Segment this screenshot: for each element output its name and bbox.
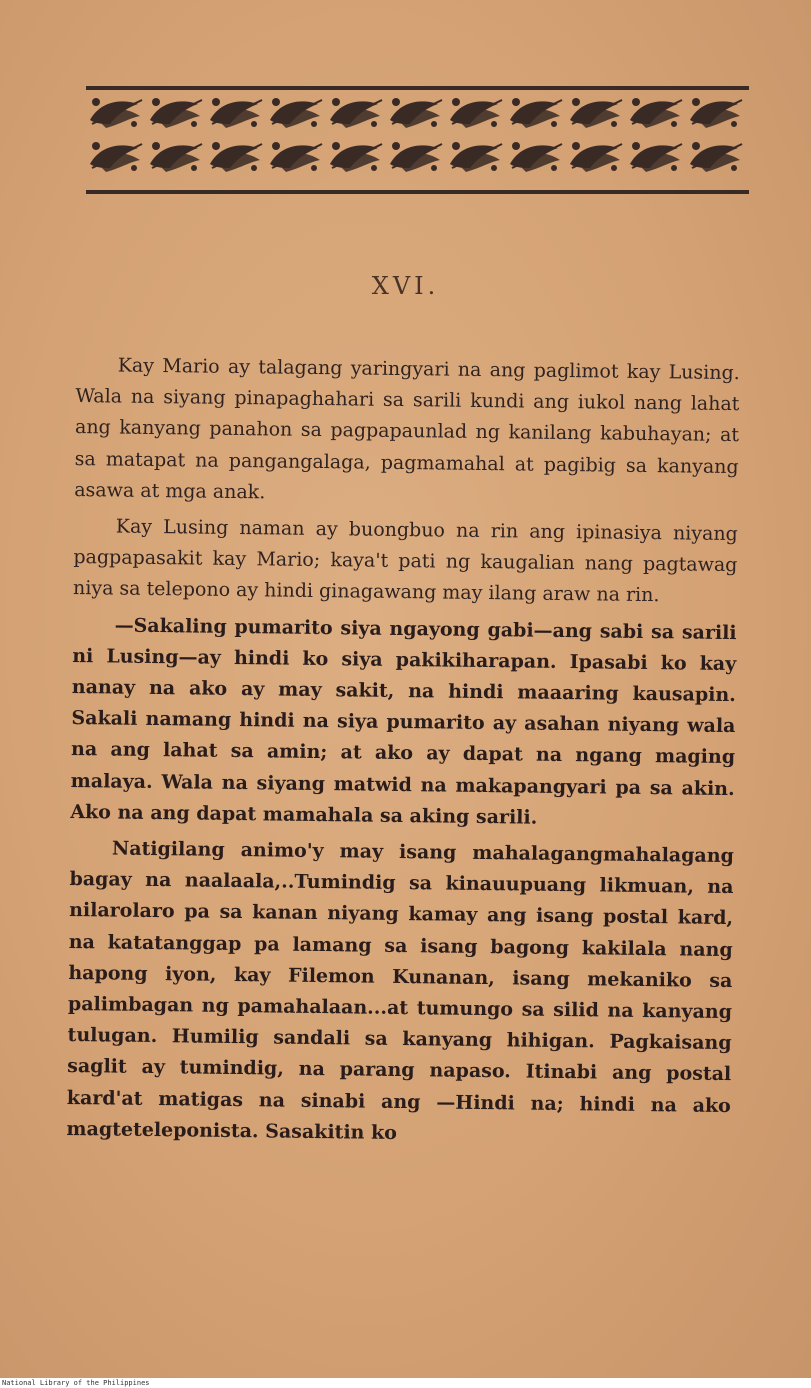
paragraph: Kay Lusing naman ay buongbuo na rin ang ipinasiya niyang pagpapasakit kay Mario; kaya't pati ng kaugalian nang pagtawag niya sa telepono ay hindi ginagawang may ilang araw na rin. <box>72 515 738 607</box>
paragraph: —Sakaling pumarito siya ngayong gabi—ang sabi sa sarili ni Lusing—ay hindi ko siya pakikiharapan. Ipasabi ko kay nanay na ako ay may sakit, na hindi maaaring kausapin. Sakali namang hindi na siya pumarito ay asahan niyang wala na ang lahat sa amin; at ako ay dapat na ngang maging malaya. Wala na siyang matwid na makapangyari pa sa akin. Ako na ang dapat mamahala sa aking sarili. <box>70 614 737 829</box>
footer-credit: National Library of the Philippines <box>2 1379 150 1387</box>
paragraph: Kay Mario ay talagang yaringyari na ang paglimot kay Lusing. Wala na siyang pinapaghahari sa sarili kundi ang iukol nang lahat ang kanyang panahon sa pagpapaunlad ng kanilang kabuhayan; at sa matapat na pangangalaga, pagmamahal at pagibig sa kanyang asawa at mga anak. <box>74 354 740 504</box>
decorative-leaf-border <box>86 86 749 198</box>
footer-bar <box>0 1378 811 1388</box>
paragraph: Natigilang animo'y may isang mahalagangmahalagang bagay na naalaala,..Tumindig sa kinauupuang likmuan, na nilarolaro pa sa kanan niyang kamay ang isang postal kard, na katatanggap pa lamang sa isang bagong kakilala nang hapong iyon, kay Filemon Kunanan, isang mekaniko sa palimbagan ng pamahalaan...at tumungo sa silid na kanyang tulugan. Humilig sandali sa kanyang hihigan. Pagkaisang saglit ay tumindig, na parang napaso. Itinabi ang postal kard'at matigas na sinabi ang —Hindi na; hindi na ako magteteleponista. Sasakitin ko <box>66 837 735 1144</box>
chapter-number: XVI. <box>371 272 440 300</box>
body-text <box>66 350 740 1158</box>
